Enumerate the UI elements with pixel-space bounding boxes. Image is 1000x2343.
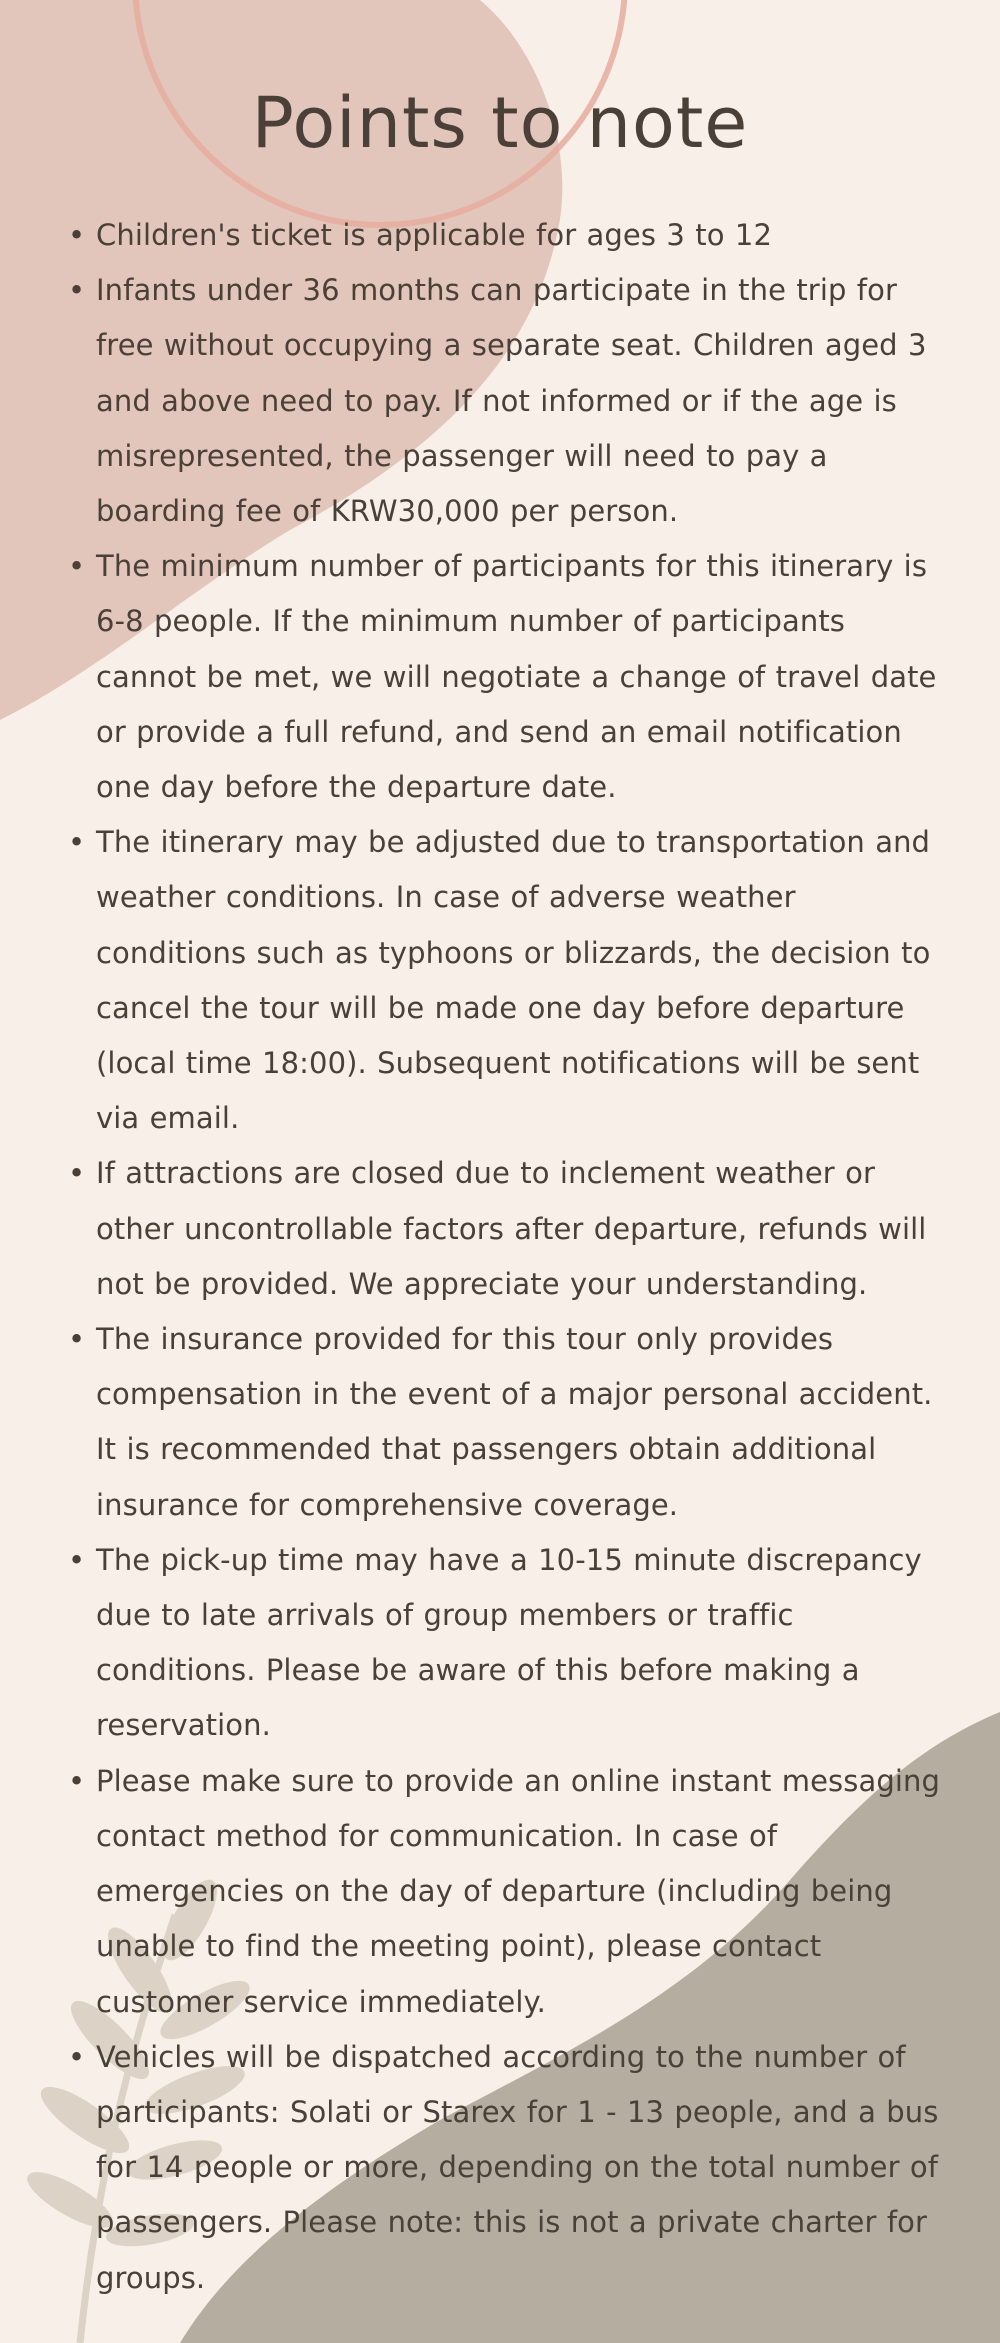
note-item: [68, 263, 946, 539]
note-text: The itinerary may be adjusted due to transportation and weather conditions. In case of adverse weather conditions such as typhoons or blizzards, the decision to cancel the tour will be made one day before departure (local time 18:00). Subsequent notifications will be sent via email.: [96, 825, 931, 1136]
bullet: •: [68, 1322, 86, 1357]
note-text: The insurance provided for this tour only provides compensation in the event of a major personal accident. It is recommended that passengers obtain additional insurance for comprehensive coverage.: [96, 1322, 933, 1522]
bullet: •: [68, 2039, 86, 2074]
bullet: •: [68, 825, 86, 860]
bullet: •: [68, 1156, 86, 1191]
note-text: Infants under 36 months can participate in the trip for free without occupying a separate seat. Children aged 3 and above need to pay. If not informed or if the age is misrepresented, the passenger will need to pay a boarding fee of KRW30,000 per person.: [96, 273, 927, 529]
bullet: •: [68, 273, 86, 308]
note-text: If attractions are closed due to inclement weather or other uncontrollable factors after departure, refunds will not be provided. We appreciate your understanding.: [96, 1156, 927, 1301]
note-item: [68, 815, 946, 1146]
note-item: [68, 1533, 946, 1754]
note-item: [68, 208, 946, 263]
bullet: •: [68, 549, 86, 584]
note-text: Please make sure to provide an online instant messaging contact method for communication. In case of emergencies on the day of departure (including being unable to find the meeting point), please contact customer service immediately.: [96, 1763, 940, 2019]
page-title: Points to note: [251, 82, 749, 164]
note-item: [68, 1312, 946, 1533]
note-text: The pick-up time may have a 10-15 minute discrepancy due to late arrivals of group members or traffic conditions. Please be aware of this before making a reservation.: [96, 1542, 922, 1743]
note-item: [68, 1754, 946, 2030]
note-text: Children's ticket is applicable for ages 3 to 12: [96, 218, 772, 252]
notes-list: [68, 208, 946, 2306]
note-text: The minimum number of participants for this itinerary is 6-8 people. If the minimum number of participants cannot be met, we will negotiate a change of travel date or provide a full refund, and send an email notification one day before the departure date.: [96, 549, 937, 805]
bullet: •: [68, 1763, 86, 1798]
bullet: •: [68, 218, 86, 252]
note-text: Vehicles will be dispatched according to the number of participants: Solati or Starex for 1 - 13 people, and a bus for 14 people or more, depending on the total number of passengers. Please note: this is not a private charter for groups.: [96, 2039, 939, 2295]
bullet: •: [68, 1542, 86, 1577]
note-item: [68, 1146, 946, 1312]
note-item: [68, 2030, 946, 2306]
note-item: [68, 539, 946, 815]
